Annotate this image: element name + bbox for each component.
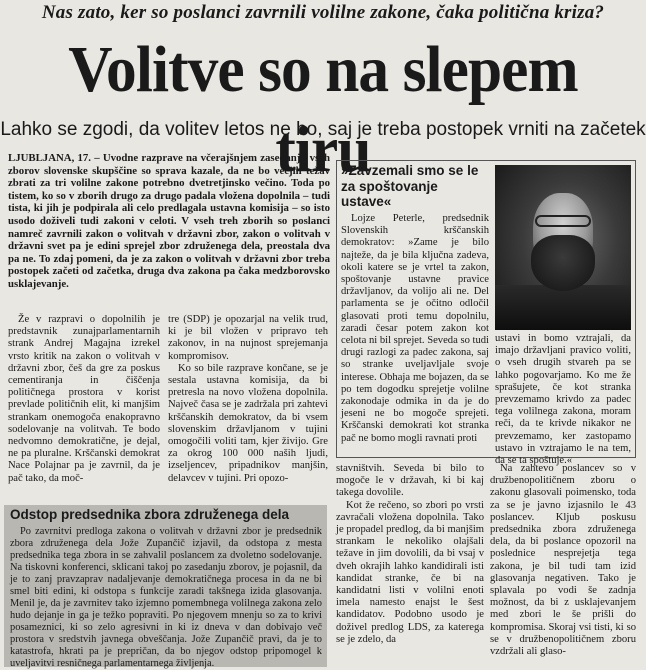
interview-column-left	[341, 213, 489, 445]
subhead: Lahko se zgodi, da volitev letos ne bo, saj je treba postopek vrniti na začetek	[0, 119, 646, 140]
col2b-paragraph-1: stavništvih. Seveda bi bilo to mogoče le v državah, ki bi kaj takega dovolile.	[336, 463, 484, 499]
sidebar-text	[10, 526, 322, 670]
col2-paragraph-2: Ko so bile razprave končane, se je sestala ustavna komisija, da bi pretresla na novo vložena dopolnila. Največ časa se je zadržala pri zahtevi krščanskih demokratov, da bi vsem slovenskim državljanom v tujini omogočili voliti tam, kjer živijo. Gre za okrog 100 000 naših ljudi, izseljencev, pripadnikov manjšin, delavcev v tujini. Pri opozo-	[168, 362, 328, 484]
article-column-1	[8, 314, 160, 485]
portrait-photo	[495, 165, 631, 330]
dateline: LJUBLJANA, 17. –	[8, 152, 100, 164]
interview-column-right	[495, 333, 631, 467]
col2-paragraph-1: tre (SDP) je opozarjal na velik trud, ki je bil vložen v pripravo teh zakonov, in na nujnost sprejemanja kompromisov.	[168, 314, 328, 362]
interview-title: »Zavzemali smo se le za spoštovanje ustave«	[341, 163, 479, 209]
interview-text-right: ustavi in bomo vztrajali, da imajo državljani pravico voliti, o vseh drugih stvareh pa se lahko pogovarjamo. Ko me že sprašujete, če kot stranka prevzemamo krivdo za padec tega volilnega zakona, moram reči, da te krivde nikakor ne prevzemamo, ker zastopamo ustavo in vztrajamo le na tem, da se ta spoštuje.«	[495, 333, 631, 467]
col2b-paragraph-2: Kot že rečeno, so zbori po vrsti zavračali vložena dopolnila. Tako je propadel predlog, da bi manjšim strankam le nekoliko olajšali težave in jim dovolili, da bi vsaj v dveh okrajih lahko kandidirali isti kandidat stranke, če bi na kandidatni listi v volilni enoti imela namesto enajst le šest kandidatov. Podobno usodo je doživel predlog LDS, za katerega se je zdelo, da	[336, 499, 484, 645]
interview-box	[336, 160, 636, 467]
headline: Volitve so na slepem tiru	[68, 33, 578, 186]
col1-paragraph: Že v razpravi o dopolnilih je predstavnik zunajparlamentarnih strank Andrej Magajna izrekel vrsto kritik na zakon o volitvah v državni zbor, češ da gre za poskus cementiranja in čiščenja političnega prostora v korist prevlade političnih elit, ki manjšim strankam onemogoča enakopravno sodelovanje na volitvah. Te bodo nedvomno demokratične, je dejal, ne pa pluralne. Krščanski demokrat Nace Polajnar pa je zavrnil, da je pač tako, da moč-	[8, 314, 160, 484]
kicker: Nas zato, ker so poslanci zavrnili volilne zakone, čaka politična kriza?	[41, 2, 605, 23]
sidebar-title: Odstop predsednika zbora združenega dela	[10, 507, 290, 522]
lead-paragraph	[8, 152, 330, 291]
sidebar-box	[4, 505, 327, 667]
sidebar-paragraph: Po zavrnitvi predloga zakona o volitvah v državni zbor je predsednik zbora združenega dela Jože Zupančič izjavil, da odstopa z mesta predsednika tega zbora in se zahvalil poslancem za dvoletno sodelovanje. Na tiskovni konferenci, sklicani takoj po zasedanju zborov, je pojasnil, da je to zanj pravzaprav nadaljevanje demokratičnega procesa in da ne bi smel biti edini, ki odstopa s funkcije zaradi takšnega izida glasovanja. Menil je, da je zavrnitev tako izjemno pomembnega volilnega zakona zelo hudo dejanje in ga je težko popraviti. Po njegovem mnenju so za to krivi posameznici, ki so zelo agresivni in ki iz dneva v dan dobivajo več prostora v sredstvih javnega obveščanja. Jože Zupančič pravi, da je to katastrofa, hkrati pa je prepričan, da bo njegov odstop pripomogel k uveljavitvi resničnega parlamentarnega življenja.	[10, 526, 322, 669]
article-column-2	[168, 314, 328, 485]
col3b-paragraph: Na zahtevo poslancev so v družbenopolitičnem zboru o zakonu glasovali poimensko, toda za se je javno izjasnilo le 43 poslancev. Kljub poskusu predsednika zbora združenega dela, da bi poslance opozoril na poslednice nesprejetja tega zakona, je bil tudi tam izid glasovanja negativen. Tako je splavala po vodi še zadnja možnost, da bi z usklajevanjem med zbori le še prišli do kompromisa. Skoraj vsi tisti, ki so se v družbenopolitičnem zboru vzdržali ali glaso-	[490, 463, 636, 658]
lead-text: Uvodne razprave na včerajšnjem zasedanju vseh zborov slovenske skupščine so spravа kazale, da ne bo večjih težav zbrati za tri volilne zakone potrebno dvetretjinsko večino. Toda po tistem, ko so v zborih drugo za drugo padala vložena dopolnila – tudi tista, ki jih je podpirala ali celo predlagala ustavna komisija – so isto usodo doživeli tudi zakoni v celoti. V vseh treh zborih so poslanci namreč zavrnili zakon o volitvah v državni zbor, zakon o volitvah v državni svet pa je edini sprejel zbor združenega dela, preostala dva pa ne. To zdaj pomeni, da je za zakon o volitvah v državni zbor treba postopek začeti od začetka, druga dva zakona pa čaka medzborovsko usklajevanje.	[8, 152, 330, 290]
article-column-3	[336, 463, 484, 646]
interview-text-left: Lojze Peterle, predsednik Slovenskih krščanskih demokratov: »Zame je bilo najteže, da je bila ključna zadeva, okoli katere se je vrtel ta zakon, spoštovanje ustavne pravice državljanov, da volijo ali ne. Del parlamenta se je očitno odločil glasovati proti temu dopolnilu, zaradi česar potem zakon kot celota ni bil sprejet. Seveda so tudi drugi razlogi za padec zakona, saj so stranke uveljavljale svoje interese. Obhaja me bojazen, da se po tem dogodku sprejetje volilne zakonodaje odmika in da je do jeseni ne bo mogoče sprejeti. Krščanski demokrati kot stranka pač ne bomo mogli ravnati proti	[341, 213, 489, 444]
article-column-4	[490, 463, 636, 658]
